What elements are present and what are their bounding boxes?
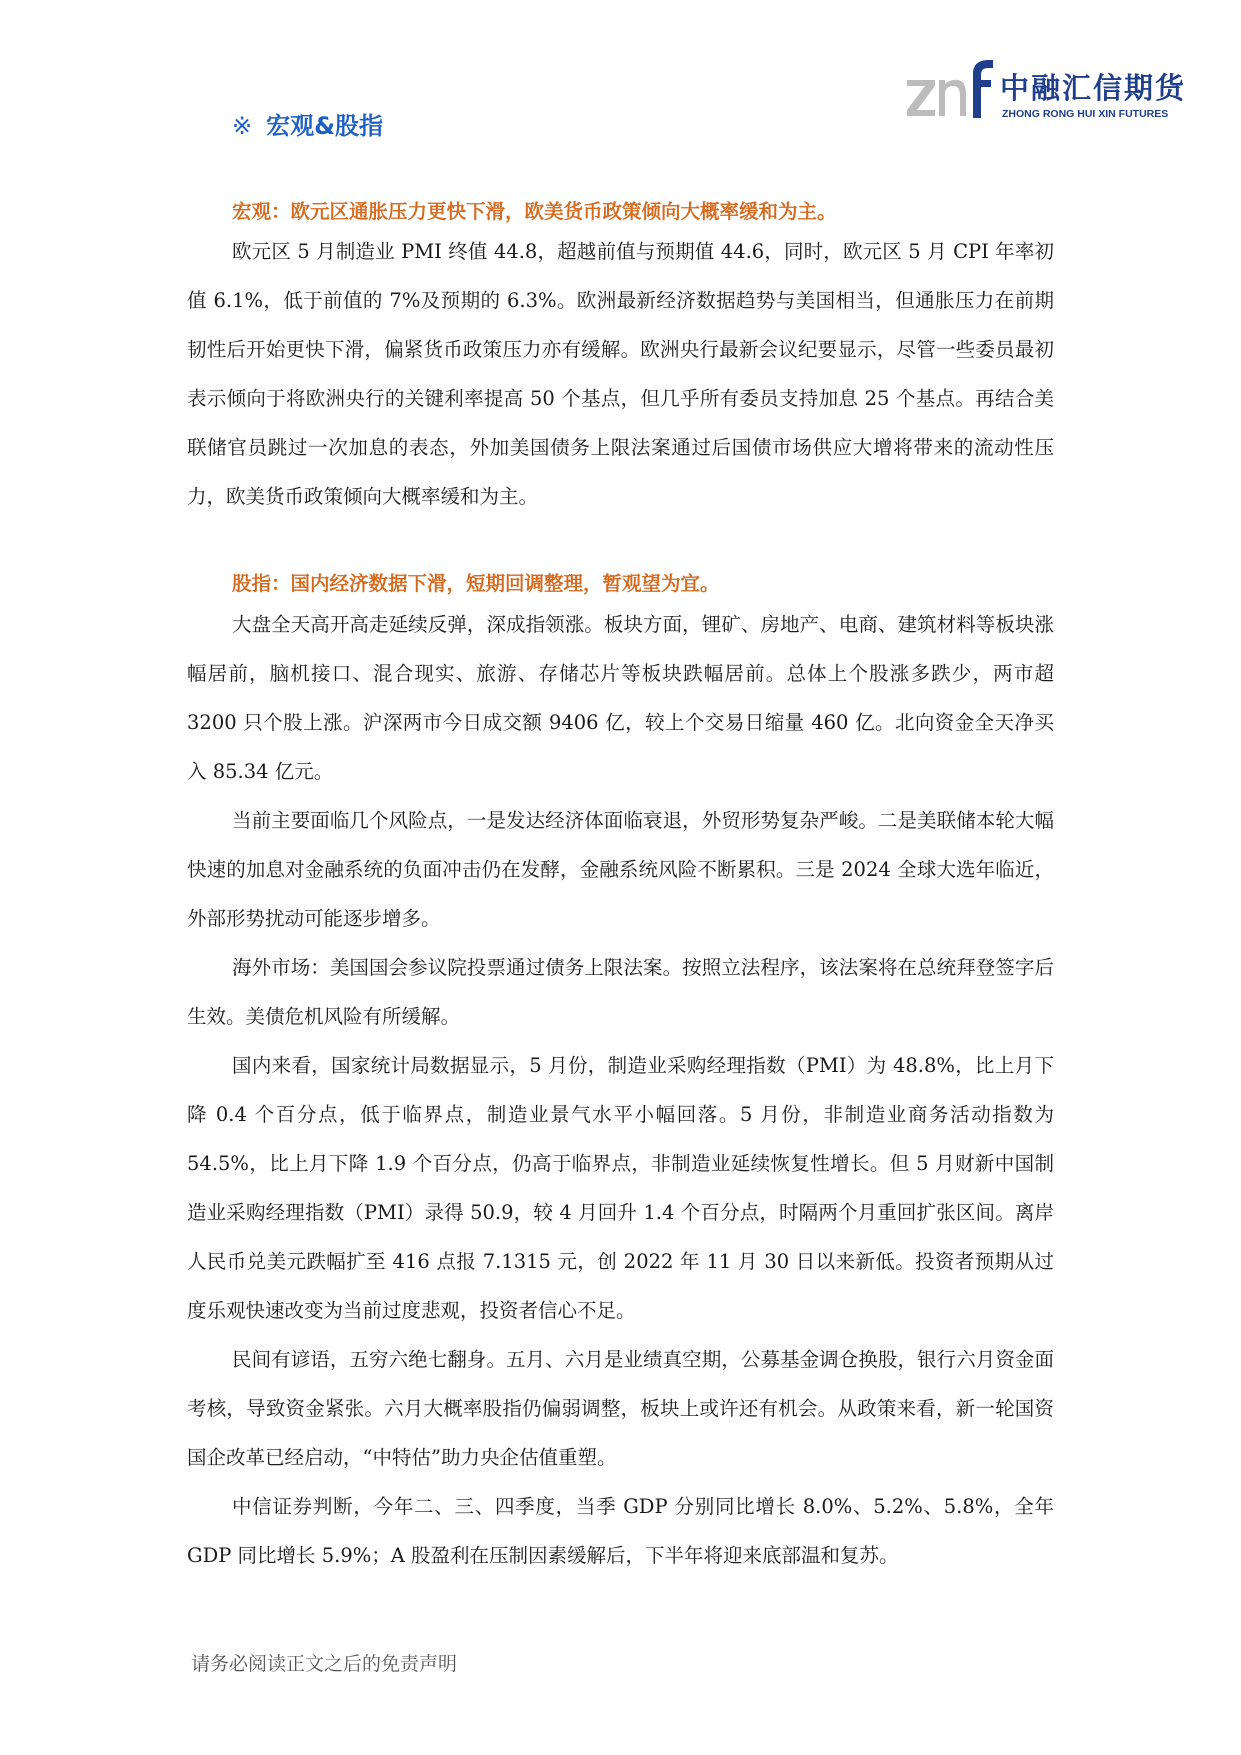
company-logo (905, 60, 1195, 124)
logo-english-name: ZHONG RONG HUI XIN FUTURES (1002, 108, 1169, 120)
logo-chinese-name: 中融汇信期货 (1000, 71, 1187, 105)
znf-logo-icon (905, 60, 997, 124)
stock-paragraph-risks: 当前主要面临几个风险点，一是发达经济体面临衰退，外贸形势复杂严峻。二是美联储本轮大幅快速的加息对金融系统的负面冲击仍在发酵，金融系统风险不断累积。三是 2024 全球大选年临近，外部形势扰动可能逐步增多。 (187, 809, 1054, 930)
stock-paragraph-domestic: 国内来看，国家统计局数据显示，5 月份，制造业采购经理指数（PMI）为 48.8%，比上月下降 0.4 个百分点，低于临界点，制造业景气水平小幅回落。5 月份，非制造业商务活动指数为 54.5%，比上月下降 1.9 个百分点，仍高于临界点，非制造业延续恢复性增长。但 5 月财新中国制造业采购经理指数（PMI）录得 50.9，较 4 月回升 1.4 个百分点，时隔两个月重回扩张区间。离岸人民币兑美元跌幅扩至 416 点报 7.1315 元，创 2022 年 11 月 30 日以来新低。投资者预期从过度乐观快速改变为当前过度悲观，投资者信心不足。 (187, 1054, 1054, 1322)
section-title-text: 宏观&股指 (266, 112, 384, 140)
macro-heading: 宏观：欧元区通胀压力更快下滑，欧美货币政策倾向大概率缓和为主。 (232, 200, 837, 223)
stock-paragraph-forecast: 中信证券判断，今年二、三、四季度，当季 GDP 分别同比增长 8.0%、5.2%、5.8%，全年 GDP 同比增长 5.9%；A 股盈利在压制因素缓解后，下半年将迎来底部温和复苏。 (187, 1495, 1054, 1567)
reference-mark-icon: ※ (232, 112, 253, 140)
stock-paragraph-market: 大盘全天高开高走延续反弹，深成指领涨。板块方面，锂矿、房地产、电商、建筑材料等板块涨幅居前，脑机接口、混合现实、旅游、存储芯片等板块跌幅居前。总体上个股涨多跌少，两市超 3200 只个股上涨。沪深两市今日成交额 9406 亿，较上个交易日缩量 460 亿。北向资金全天净买入 85.34 亿元。 (187, 613, 1054, 783)
stock-index-heading: 股指：国内经济数据下滑，短期回调整理，暂观望为宜。 (232, 572, 720, 595)
section-title (232, 106, 383, 141)
stock-paragraph-overseas: 海外市场：美国国会参议院投票通过债务上限法案。按照立法程序，该法案将在总统拜登签字后生效。美债危机风险有所缓解。 (187, 956, 1054, 1028)
stock-paragraph-proverb: 民间有谚语，五穷六绝七翻身。五月、六月是业绩真空期，公募基金调仓换股，银行六月资金面考核，导致资金紧张。六月大概率股指仍偏弱调整，板块上或许还有机会。从政策来看，新一轮国资国企改革已经启动，“中特估”助力央企估值重塑。 (187, 1348, 1054, 1469)
footer-disclaimer: 请务必阅读正文之后的免责声明 (191, 1653, 458, 1675)
macro-paragraph: 欧元区 5 月制造业 PMI 终值 44.8，超越前值与预期值 44.6，同时，欧元区 5 月 CPI 年率初值 6.1%，低于前值的 7%及预期的 6.3%。欧洲最新经济数据趋势与美国相当，但通胀压力在前期韧性后开始更快下滑，偏紧货币政策压力亦有缓解。欧洲央行最新会议纪要显示，尽管一些委员最初表示倾向于将欧洲央行的关键利率提高 50 个基点，但几乎所有委员支持加息 25 个基点。再结合美联储官员跳过一次加息的表态，外加美国债务上限法案通过后国债市场供应大增将带来的流动性压力，欧美货币政策倾向大概率缓和为主。 (187, 240, 1054, 508)
